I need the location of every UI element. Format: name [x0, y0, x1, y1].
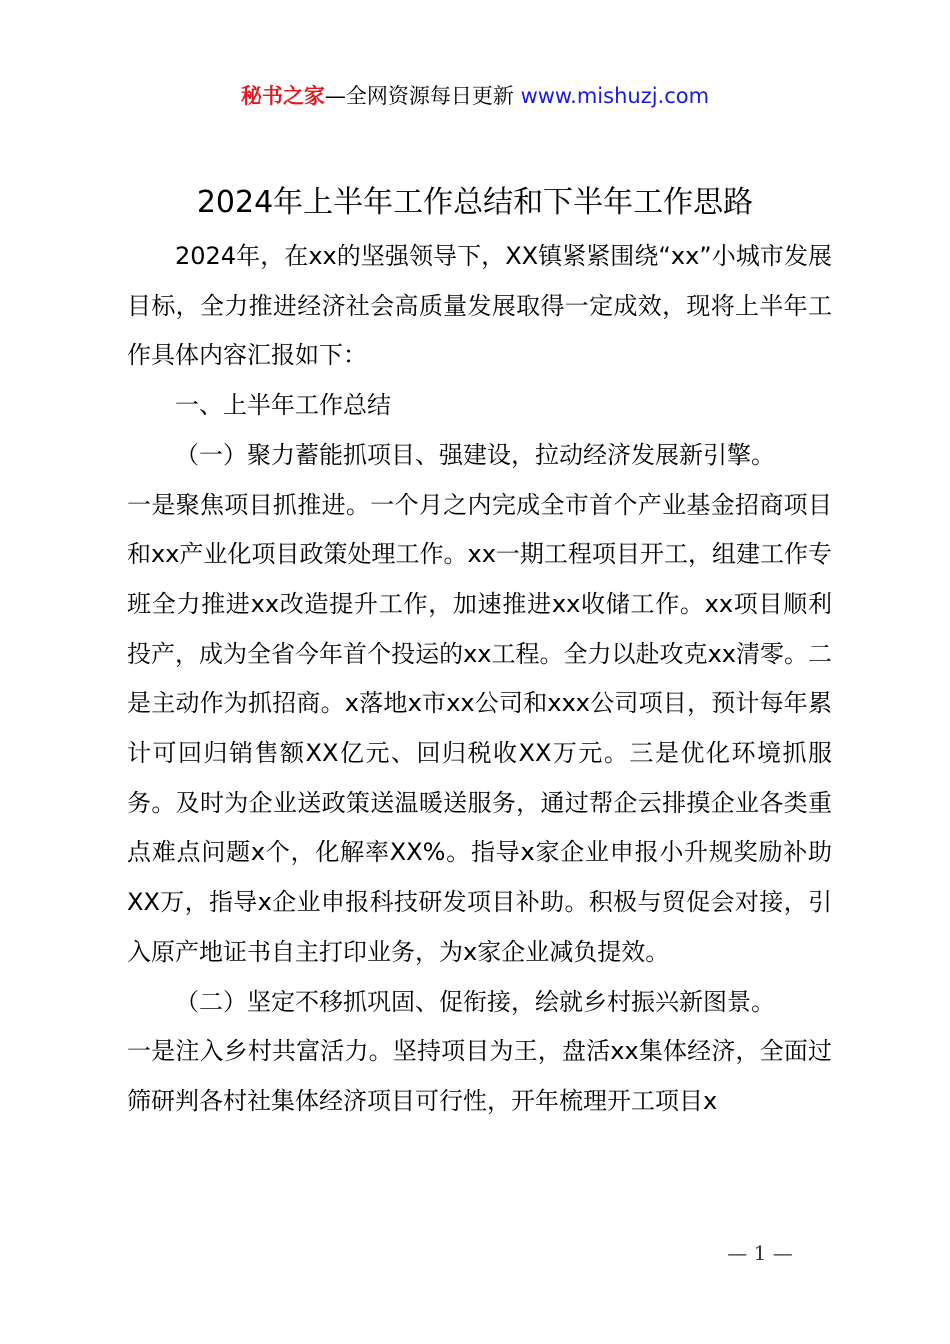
section-heading-1: 一、上半年工作总结: [175, 391, 391, 420]
intro-paragraph: 2024年，在xx的坚强领导下，XX镇紧紧围绕“xx”小城市发展目标，全力推进经济社会高质量发展取得一定成效，现将上半年工作具体内容汇报如下：: [127, 242, 832, 370]
document-body: [127, 232, 832, 1127]
subsection-heading-1: （一）聚力蓄能抓项目、强建设，拉动经济发展新引擎。: [175, 440, 775, 469]
page-number: — 1 —: [727, 1241, 793, 1265]
brand-name: 秘书之家: [240, 84, 325, 108]
document-title: 2024年上半年工作总结和下半年工作思路: [196, 185, 754, 220]
site-url-link[interactable]: www.mishuzj.com: [520, 84, 710, 108]
subsection-body-1: 一是聚焦项目抓推进。一个月之内完成全市首个产业基金招商项目和xx产业化项目政策处理工作。xx一期工程项目开工，组建工作专班全力推进xx改造提升工作，加速推进xx收储工作。xx项目顺利投产，成为全省今年首个投运的xx工程。全力以赴攻克xx清零。二是主动作为抓招商。x落地x市xx公司和xxx公司项目，预计每年累计可回归销售额XX亿元、回归税收XX万元。三是优化环境抓服务。及时为企业送政策送温暖送服务，通过帮企云排摸企业各类重点难点问题x个，化解率XX%。指导x家企业申报小升规奖励补助XX万，指导x企业申报科技研发项目补助。积极与贸促会对接，引入原产地证书自主打印业务，为x家企业减负提效。: [127, 490, 832, 966]
subsection-body-2: 一是注入乡村共富活力。坚持项目为王，盘活xx集体经济，全面过筛研判各村社集体经济项目可行性，开年梳理开工项目x: [127, 1037, 832, 1115]
header-slogan: —全网资源每日更新: [324, 84, 514, 108]
subsection-heading-2: （二）坚定不移抓巩固、促衔接，绘就乡村振兴新图景。: [175, 987, 775, 1016]
site-header: [0, 80, 950, 112]
